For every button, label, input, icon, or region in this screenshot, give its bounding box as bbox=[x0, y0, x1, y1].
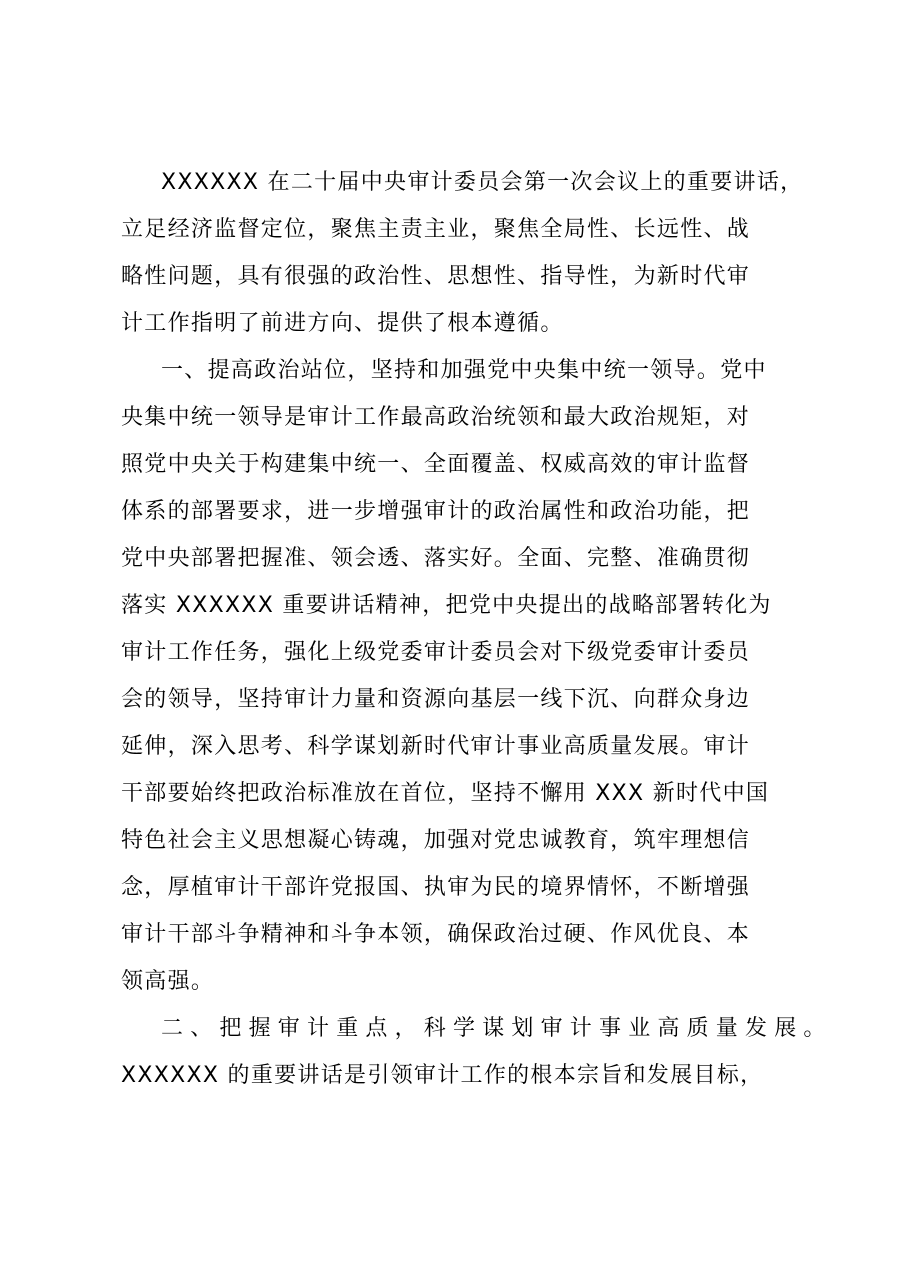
paragraph-2-line-3: 照党中央关于构建集中统一、全面覆盖、权威高效的审计监督 bbox=[121, 452, 751, 477]
paragraph-2-line-14: 领高强。 bbox=[121, 969, 215, 994]
paragraph-1-line-2: 立足经济监督定位，聚焦主责主业，聚焦全局性、长远性、战 bbox=[121, 217, 751, 242]
paragraph-1-line-1: XXXXXX 在二十届中央审计委员会第一次会议上的重要讲话， bbox=[161, 170, 804, 195]
paragraph-2-line-5: 党中央部署把握准、领会透、落实好。全面、完整、准确贯彻 bbox=[121, 546, 751, 571]
paragraph-2-line-12: 念，厚植审计干部许党报国、执审为民的境界情怀，不断增强 bbox=[121, 875, 751, 900]
paragraph-2-line-2: 央集中统一领导是审计工作最高政治统领和最大政治规矩，对 bbox=[121, 405, 751, 430]
paragraph-3-line-1: 二、把握审计重点，科学谋划审计事业高质量发展。 bbox=[161, 1016, 833, 1041]
paragraph-2-line-9: 延伸，深入思考、科学谋划新时代审计事业高质量发展。审计 bbox=[121, 734, 751, 759]
paragraph-2-line-11: 特色社会主义思想凝心铸魂，加强对党忠诚教育，筑牢理想信 bbox=[121, 828, 751, 853]
paragraph-1-line-3: 略性问题，具有很强的政治性、思想性、指导性，为新时代审 bbox=[121, 264, 751, 289]
paragraph-2-line-7: 审计工作任务，强化上级党委审计委员会对下级党委审计委员 bbox=[121, 640, 751, 665]
paragraph-2-line-4: 体系的部署要求，进一步增强审计的政治属性和政治功能，把 bbox=[121, 499, 751, 524]
paragraph-2-line-8: 会的领导，坚持审计力量和资源向基层一线下沉、向群众身边 bbox=[121, 687, 751, 712]
paragraph-1-line-4: 计工作指明了前进方向、提供了根本遵循。 bbox=[121, 311, 564, 336]
paragraph-2-line-10: 干部要始终把政治标准放在首位，坚持不懈用 XXX 新时代中国 bbox=[121, 781, 770, 806]
paragraph-2-line-1: 一、提高政治站位，坚持和加强党中央集中统一领导。党中 bbox=[161, 358, 767, 383]
paragraph-2-line-6: 落实 XXXXXX 重要讲话精神，把党中央提出的战略部署转化为 bbox=[121, 593, 772, 618]
paragraph-2-line-13: 审计干部斗争精神和斗争本领，确保政治过硬、作风优良、本 bbox=[121, 922, 751, 947]
paragraph-3-line-2: XXXXXX 的重要讲话是引领审计工作的根本宗旨和发展目标， bbox=[121, 1063, 764, 1088]
